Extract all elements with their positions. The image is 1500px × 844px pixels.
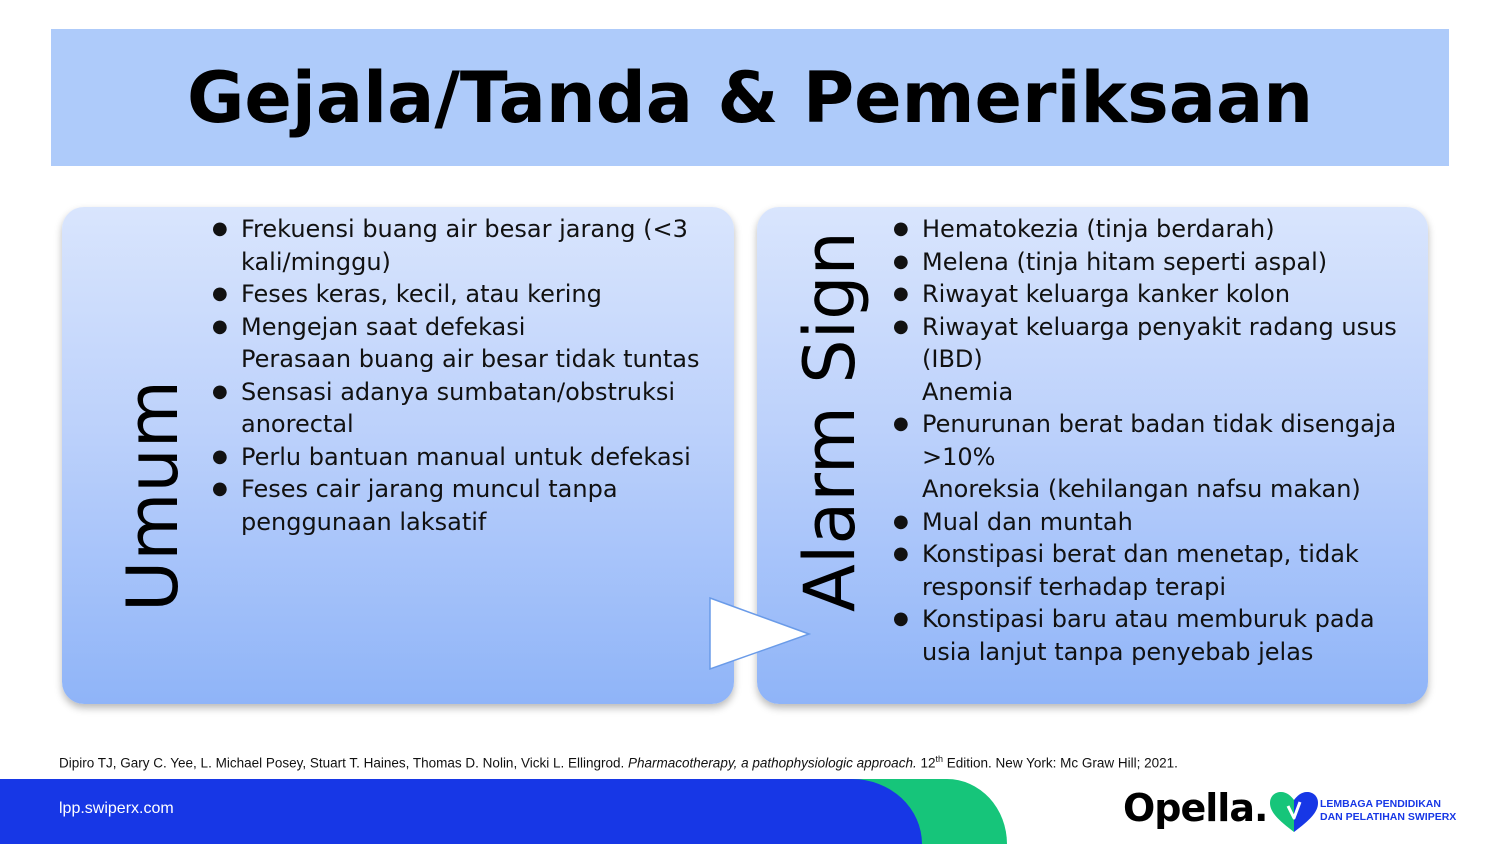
- left-item: ● Feses cair jarang muncul tanpa penggunaan laksatif: [212, 473, 722, 538]
- right-item: ● Konstipasi berat dan menetap, tidak responsif terhadap terapi: [893, 538, 1418, 603]
- right-item: ● Melena (tinja hitam seperti aspal): [893, 246, 1418, 279]
- panel-label-container: [62, 207, 192, 704]
- citation-book: Pharmacotherapy, a pathophysiologic approach.: [628, 755, 917, 771]
- footer-url: lpp.swiperx.com: [59, 800, 174, 817]
- left-item: ● Perlu bantuan manual untuk defekasi: [212, 441, 722, 474]
- citation-publisher: Edition. New York: Mc Graw Hill; 2021.: [946, 755, 1178, 771]
- right-item: ● Hematokezia (tinja berdarah): [893, 213, 1418, 246]
- symptom-list-alarm-sign: [893, 213, 1418, 668]
- citation-authors: Dipiro TJ, Gary C. Yee, L. Michael Posey, Stuart T. Haines, Thomas D. Nolin, Vicki L. Ellingrod.: [59, 755, 625, 771]
- heart-logo-icon: [1268, 790, 1320, 834]
- symptom-list-umum: [212, 213, 722, 538]
- right-item: ● Mual dan muntah: [893, 506, 1418, 539]
- organization-name-line2: DAN PELATIHAN SWIPERX: [1320, 811, 1457, 823]
- panel-alarm-sign: [757, 207, 1428, 704]
- page-title: Gejala/Tanda & Pemeriksaan: [186, 56, 1314, 139]
- right-item: Anoreksia (kehilangan nafsu makan): [922, 475, 1361, 503]
- opella-logo: Opella.: [1123, 786, 1268, 830]
- right-item: ● Penurunan berat badan tidak disengaja >10%: [893, 408, 1418, 473]
- panel-label-alarm-sign: Alarm Sign: [789, 231, 871, 612]
- panel-umum: [62, 207, 734, 704]
- left-item: ● Feses keras, kecil, atau kering: [212, 278, 722, 311]
- left-item: ● Mengejan saat defekasi: [212, 311, 722, 344]
- left-item: ● Frekuensi buang air besar jarang (<3 kali/minggu): [212, 213, 722, 278]
- citation-edition-number: 12: [920, 755, 936, 771]
- right-item: Anemia: [922, 377, 1014, 406]
- organization-name-line1: LEMBAGA PENDIDIKAN: [1320, 798, 1441, 810]
- right-triangle-arrow-icon: [709, 597, 811, 671]
- citation: [59, 754, 1459, 771]
- organization-name: [1320, 798, 1456, 824]
- left-item: Perasaan buang air besar tidak tuntas: [241, 345, 700, 373]
- panel-label-umum: Umum: [112, 380, 194, 612]
- right-item: ● Riwayat keluarga penyakit radang usus (IBD): [893, 311, 1418, 376]
- right-item: ● Riwayat keluarga kanker kolon: [893, 278, 1418, 311]
- right-item: ● Konstipasi baru atau memburuk pada usia lanjut tanpa penyebab jelas: [893, 603, 1418, 668]
- title-banner: [51, 29, 1449, 166]
- citation-edition-suffix: th: [935, 754, 944, 764]
- left-item: ● Sensasi adanya sumbatan/obstruksi anorectal: [212, 376, 722, 441]
